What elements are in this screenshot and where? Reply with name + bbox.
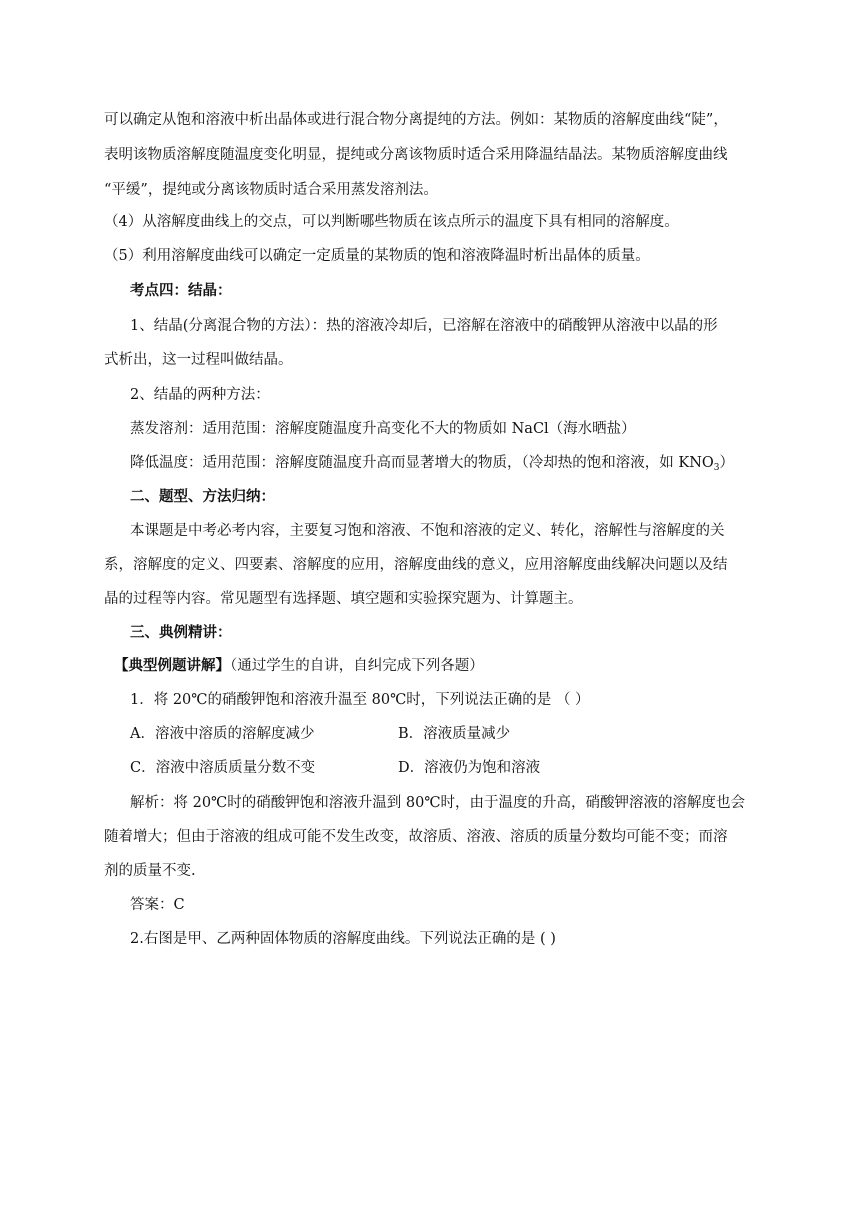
option-a: A．溶液中溶质的溶解度减少 [130,726,315,742]
paragraph-line: “平缓”，提纯或分离该物质时适合采用蒸发溶剂法。 [104,182,438,198]
paragraph-line [130,453,734,478]
paragraph-text: 降低温度：适用范围：溶解度随温度升高而显著增大的物质，（冷却热的饱和溶液，如 KNO [130,455,714,471]
example-note: （通过学生的自讲，自纠完成下列各题） [230,658,484,674]
paragraph-line: （4）从溶解度曲线上的交点，可以判断哪些物质在该点所示的温度下具有相同的溶解度。 [104,214,679,230]
paragraph-line: 2、结晶的两种方法： [130,387,270,403]
answer: 答案：C [130,897,185,913]
analysis-line: 剂的质量不变. [104,863,196,879]
paragraph-line: 1、结晶(分离混合物的方法）：热的溶液冷却后，已溶解在溶液中的硝酸钾从溶液中以晶的形 [130,318,718,334]
section-heading: 二、题型、方法归纳： [130,488,275,505]
analysis-line: 随着增大；但由于溶液的组成可能不发生改变，故溶质、溶液、溶质的质量分数均可能不变；而溶 [104,829,728,845]
paragraph-line: （5）利用溶解度曲线可以确定一定质量的某物质的饱和溶液降温时析出晶体的质量。 [104,248,650,264]
question-2: 2.右图是甲、乙两种固体物质的溶解度曲线。下列说法正确的是 ( ) [130,931,556,947]
option-c: C．溶液中溶质质量分数不变 [130,760,316,776]
section-heading: 三、典例精讲： [130,624,232,641]
option-b: B．溶液质量减少 [398,726,511,742]
option-d: D．溶液仍为饱和溶液 [398,760,541,776]
paragraph-line: 表明该物质溶解度随温度变化明显，提纯或分离该物质时适合采用降温结晶法。某物质溶解度曲线 [104,147,728,163]
paragraph-line: 本课题是中考必考内容，主要复习饱和溶液、不饱和溶液的定义、转化，溶解性与溶解度的关 [130,523,725,539]
example-heading: 【典型例题讲解】 [114,657,230,674]
paragraph-line: 式析出，这一过程叫做结晶。 [104,352,293,368]
paragraph-line: 蒸发溶剂：适用范围：溶解度随温度升高变化不大的物质如 NaCl（海水晒盐） [130,421,636,437]
analysis-line: 解析：将 20℃时的硝酸钾饱和溶液升温到 80℃时，由于温度的升高，硝酸钾溶液的溶解度也会 [130,795,746,811]
section-heading: 考点四：结晶： [130,282,232,299]
closing-paren: ） [719,455,734,471]
paragraph-line: 晶的过程等内容。常见题型有选择题、填空题和实验探究题为、计算题主。 [104,591,583,607]
paragraph-line: 可以确定从饱和溶液中析出晶体或进行混合物分离提纯的方法。例如：某物质的溶解度曲线“陡”， [104,112,728,128]
paragraph-line: 系，溶解度的定义、四要素、溶解度的应用，溶解度曲线的意义，应用溶解度曲线解决问题以及结 [104,557,728,573]
example-intro [114,656,484,676]
question-1: 1．将 20℃的硝酸钾饱和溶液升温至 80℃时，下列说法正确的是 （ ） [130,692,590,708]
subscript-3: 3 [713,463,720,473]
